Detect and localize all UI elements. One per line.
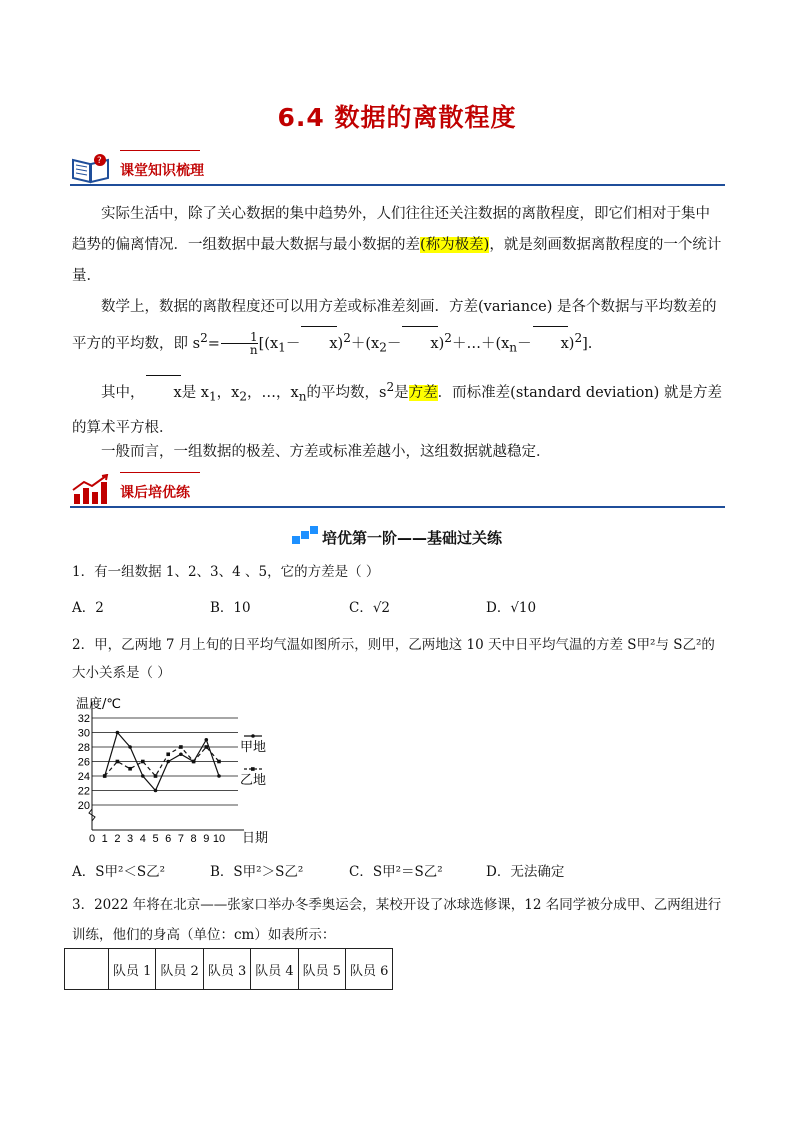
question-2: 2．甲，乙两地 7 月上旬的日平均气温如图所示，则甲，乙两地这 10 天中日平均气温的方差 S甲²与 S乙²的大小关系是（ ） [72,637,715,681]
data-point [141,774,145,778]
steps-icon [292,526,318,546]
x-tick-label: 10 [212,833,226,845]
y-tick-label: 26 [77,756,90,769]
text: 实际生活中，除了关心数据的集中趋势外，人们往往还关注数据的离散程度，即它们相对于集中趋势的偏离情况．一组数据中最大数据与最小数据的差 [72,206,710,253]
data-point [205,738,209,742]
q1-option-d[interactable]: D．√10 [486,600,537,616]
data-point [116,731,120,735]
x-tick-label: 7 [177,833,184,845]
highlight-range: (称为极差) [420,237,490,253]
data-point [179,745,183,749]
legend-marker [251,767,255,771]
table-cell: 队员 6 [346,949,393,990]
q2-option-a[interactable]: A．S甲²＜S乙² [72,864,166,880]
data-point [179,752,183,756]
data-point [154,774,158,778]
table-cell: 队员 2 [156,949,203,990]
x-tick-label: 6 [165,833,172,845]
bar-chart-icon [70,474,112,506]
legend-label: 乙地 [240,773,267,788]
data-point [154,789,158,793]
data-point [116,760,120,764]
svg-text:?: ? [97,156,102,166]
table-cell [65,949,109,990]
table-cell: 队员 3 [203,949,250,990]
page-title: 6.4 数据的离散程度 [277,103,517,132]
q1-option-a[interactable]: A．2 [72,600,104,616]
highlight-variance: 方差 [408,384,438,401]
data-point [166,760,170,764]
table-header-row [65,949,393,990]
table-cell: 队员 4 [251,949,298,990]
y-tick-label: 24 [77,771,90,783]
section-header-knowledge [70,150,725,186]
y-tick-label: 28 [77,742,90,754]
book-icon [70,152,112,184]
x-axis-label: 日期 [242,831,269,846]
text: ，就是刻画数据离散程度的一个统计量． [72,237,722,284]
q2-option-d[interactable]: D．无法确定 [486,864,565,880]
section-label: 课堂知识梳理 [120,163,204,179]
question-1: 1．有一组数据 1、2、3、4 、5，它的方差是（ ） [72,564,380,580]
legend-label: 甲地 [240,740,267,755]
q2-option-c[interactable]: C．S甲²＝S乙² [349,864,443,880]
text: 的平均数，s [306,384,387,401]
question-3: 3．2022 年将在北京——张家口举办冬季奥运会，某校开设了冰球选修课，12 名同学被分成甲、乙两组进行训练，他们的身高（单位：cm）如表所示： [72,897,722,943]
legend-marker [251,734,255,738]
y-tick-label: 20 [77,800,90,812]
table-cell: 队员 5 [298,949,345,990]
data-point [217,760,221,764]
data-point [217,774,221,778]
x-tick-label: 1 [101,833,108,845]
paragraph-variance: 数学上，数据的离散程度还可以用方差或标准差刻画．方差(variance) 是各个数据与平均数差的平方的平均数，即 $s^2=$ $\frac{1}{n}$ [$(x_1- x)^2+(x_2-$ $x)^2+\dots+(x_n- x)^2$]. [72,292,722,364]
x-tick-label: 8 [190,833,197,845]
section-label: 课后培优练 [120,485,190,501]
y-tick-label: 30 [77,727,90,740]
subheading-text: 培优第一阶——基础过关练 [321,529,502,547]
text: 其中， [101,384,145,401]
data-point [192,760,196,764]
data-point [128,745,132,749]
q2-option-b[interactable]: B．S甲²＞S乙² [210,864,304,880]
data-point [128,767,132,771]
x-tick-label: 3 [127,833,134,845]
chart-text [76,696,268,846]
x-tick-label: 4 [139,833,146,845]
x-tick-label: 9 [203,833,210,845]
subheading [0,526,794,548]
x-tick-label: 5 [152,833,159,845]
paragraph-stability: 一般而言，一组数据的极差、方差或标准差越小，这组数据就越稳定． [101,444,551,460]
x-tick-label: 0 [88,833,96,845]
paragraph-range [72,199,722,292]
y-tick-label: 22 [77,785,90,798]
height-table [64,948,393,990]
q1-option-b[interactable]: B．10 [210,600,251,616]
y-tick-label: 32 [77,713,90,725]
section-header-practice [70,472,725,508]
temperature-chart [72,694,282,850]
text: 数学上，数据的离散程度还可以用方差或标准差刻画．方差(variance) 是各个数据与平均数差的平方的平均数，即 s [72,299,717,352]
data-point [103,774,107,778]
q1-option-c[interactable]: C．√2 [349,600,391,616]
text: 是 x [181,384,209,401]
data-point [205,745,209,749]
x-tick-label: 2 [114,833,121,845]
paragraph-std: 其中， x是 $x_1$，$x_2$，…，$x_n$的平均数，$s^2$是方差．而标准差(standard deviation) 就是方差的算术平方根． [72,372,722,444]
data-point [166,752,170,756]
y-axis-label: 温度/℃ [76,697,121,712]
data-point [141,760,145,764]
text: ．而标准差(standard deviation) 就是方差的算术平方根． [72,384,722,436]
table-cell: 队员 1 [109,949,156,990]
fraction: $\frac{1}{n}$ [221,331,258,356]
